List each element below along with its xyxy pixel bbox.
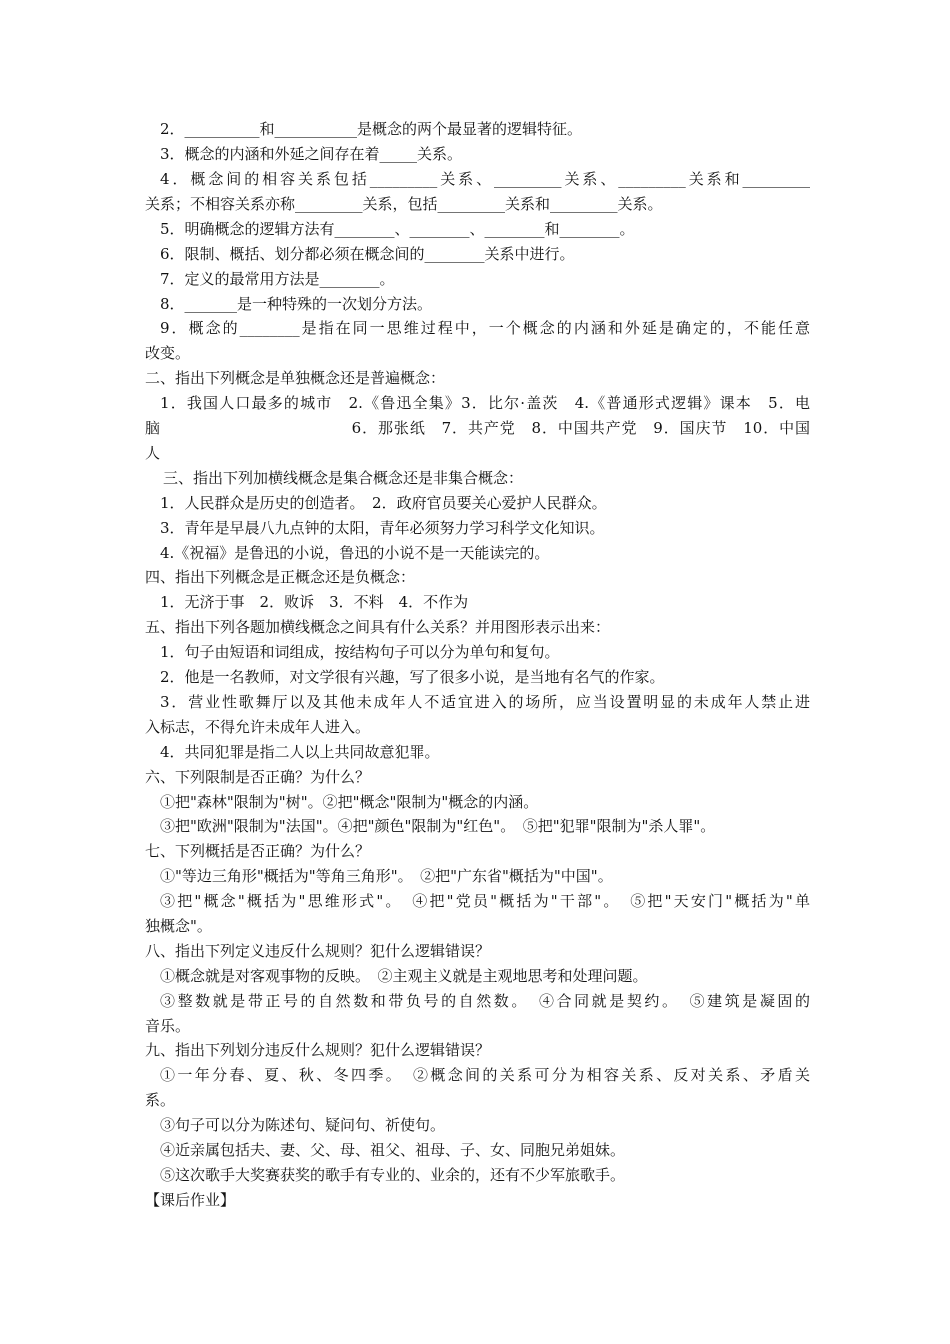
- question-line: 4．共同犯罪是指二人以上共同故意犯罪。: [160, 743, 440, 761]
- question-line: 8．_______是一种特殊的一次划分方法。: [160, 295, 433, 313]
- question-line: 脑 6．那张纸 7．共产党 8．中国共产党 9．国庆节 10．中国: [145, 419, 810, 437]
- question-line: 7．定义的最常用方法是________。: [160, 270, 395, 288]
- question-line: ③把"概念"概括为"思维形式"。 ④把"党员"概括为"干部"。 ⑤把"天安门"概括为"单: [160, 892, 810, 910]
- homework-heading: 【课后作业】: [145, 1191, 236, 1209]
- section-heading: 五、指出下列各题加横线概念之间具有什么关系？并用图形表示出来：: [145, 618, 611, 636]
- question-line: 1．人民群众是历史的创造者。 2．政府官员要关心爱护人民群众。: [160, 494, 607, 512]
- question-line: 4.《祝福》是鲁迅的小说，鲁迅的小说不是一天能读完的。: [160, 544, 550, 562]
- question-line: 2．__________和___________是概念的两个最显著的逻辑特征。: [160, 120, 583, 138]
- question-line: 1．无济于事 2．败诉 3．不料 4．不作为: [160, 593, 469, 611]
- section-heading: 八、指出下列定义违反什么规则？犯什么逻辑错误？: [145, 942, 491, 960]
- question-line: ④近亲属包括夫、妻、父、母、祖父、祖母、子、女、同胞兄弟姐妹。: [160, 1141, 626, 1159]
- question-line: 关系；不相容关系亦称_________关系，包括_________关系和_________关系。: [145, 195, 663, 213]
- question-line: ①"等边三角形"概括为"等角三角形"。 ②把"广东省"概括为"中国"。: [160, 867, 613, 885]
- question-line: 6．限制、概括、划分都必须在概念间的________关系中进行。: [160, 245, 575, 263]
- question-line: 独概念"。: [145, 917, 212, 935]
- question-line: 音乐。: [145, 1017, 191, 1035]
- question-line: ⑤这次歌手大奖赛获奖的歌手有专业的、业余的，还有不少军旅歌手。: [160, 1166, 626, 1184]
- question-line: 1．句子由短语和词组成，按结构句子可以分为单句和复句。: [160, 643, 560, 661]
- question-line: 改变。: [145, 344, 191, 362]
- section-heading: 七、下列概括是否正确？为什么？: [145, 842, 371, 860]
- section-heading: 四、指出下列概念是正概念还是负概念：: [145, 568, 416, 586]
- question-line: 9．概念的________是指在同一思维过程中，一个概念的内涵和外延是确定的，不能任意: [160, 319, 810, 337]
- question-line: 人: [145, 444, 161, 462]
- question-line: ①一年分春、夏、秋、冬四季。 ②概念间的关系可分为相容关系、反对关系、矛盾关: [160, 1066, 810, 1084]
- section-heading: 三、指出下列加横线概念是集合概念还是非集合概念：: [163, 469, 524, 487]
- question-line: 3．青年是早晨八九点钟的太阳，青年必须努力学习科学文化知识。: [160, 519, 605, 537]
- question-line: ③把"欧洲"限制为"法国"。④把"颜色"限制为"红色"。 ⑤把"犯罪"限制为"杀人罪"。: [160, 817, 716, 835]
- question-line: 3．营业性歌舞厅以及其他未成年人不适宜进入的场所，应当设置明显的未成年人禁止进: [160, 693, 810, 711]
- question-line: 系。: [145, 1091, 176, 1109]
- section-heading: 九、指出下列划分违反什么规则？犯什么逻辑错误？: [145, 1041, 491, 1059]
- question-line: 5．明确概念的逻辑方法有________、________、________和________。: [160, 220, 635, 238]
- section-heading: 二、指出下列概念是单独概念还是普遍概念：: [145, 369, 446, 387]
- question-line: ③整数就是带正号的自然数和带负号的自然数。 ④合同就是契约。 ⑤建筑是凝固的: [160, 992, 810, 1010]
- question-line: 1．我国人口最多的城市 2.《鲁迅全集》3．比尔·盖茨 4.《普通形式逻辑》课本 5．电: [160, 394, 810, 412]
- question-line: 2．他是一名教师，对文学很有兴趣，写了很多小说，是当地有名气的作家。: [160, 668, 665, 686]
- section-heading: 六、下列限制是否正确？为什么？: [145, 768, 371, 786]
- question-line: 4．概念间的相容关系包括_________关系、_________关系、_________关系和_________: [160, 170, 810, 188]
- question-line: ①概念就是对客观事物的反映。 ②主观主义就是主观地思考和处理问题。: [160, 967, 648, 985]
- question-line: ①把"森林"限制为"树"。②把"概念"限制为"概念的内涵。: [160, 793, 539, 811]
- question-line: 入标志，不得允许未成年人进入。: [145, 718, 371, 736]
- question-line: 3．概念的内涵和外延之间存在着_____关系。: [160, 145, 463, 163]
- question-line: ③句子可以分为陈述句、疑问句、祈使句。: [160, 1116, 446, 1134]
